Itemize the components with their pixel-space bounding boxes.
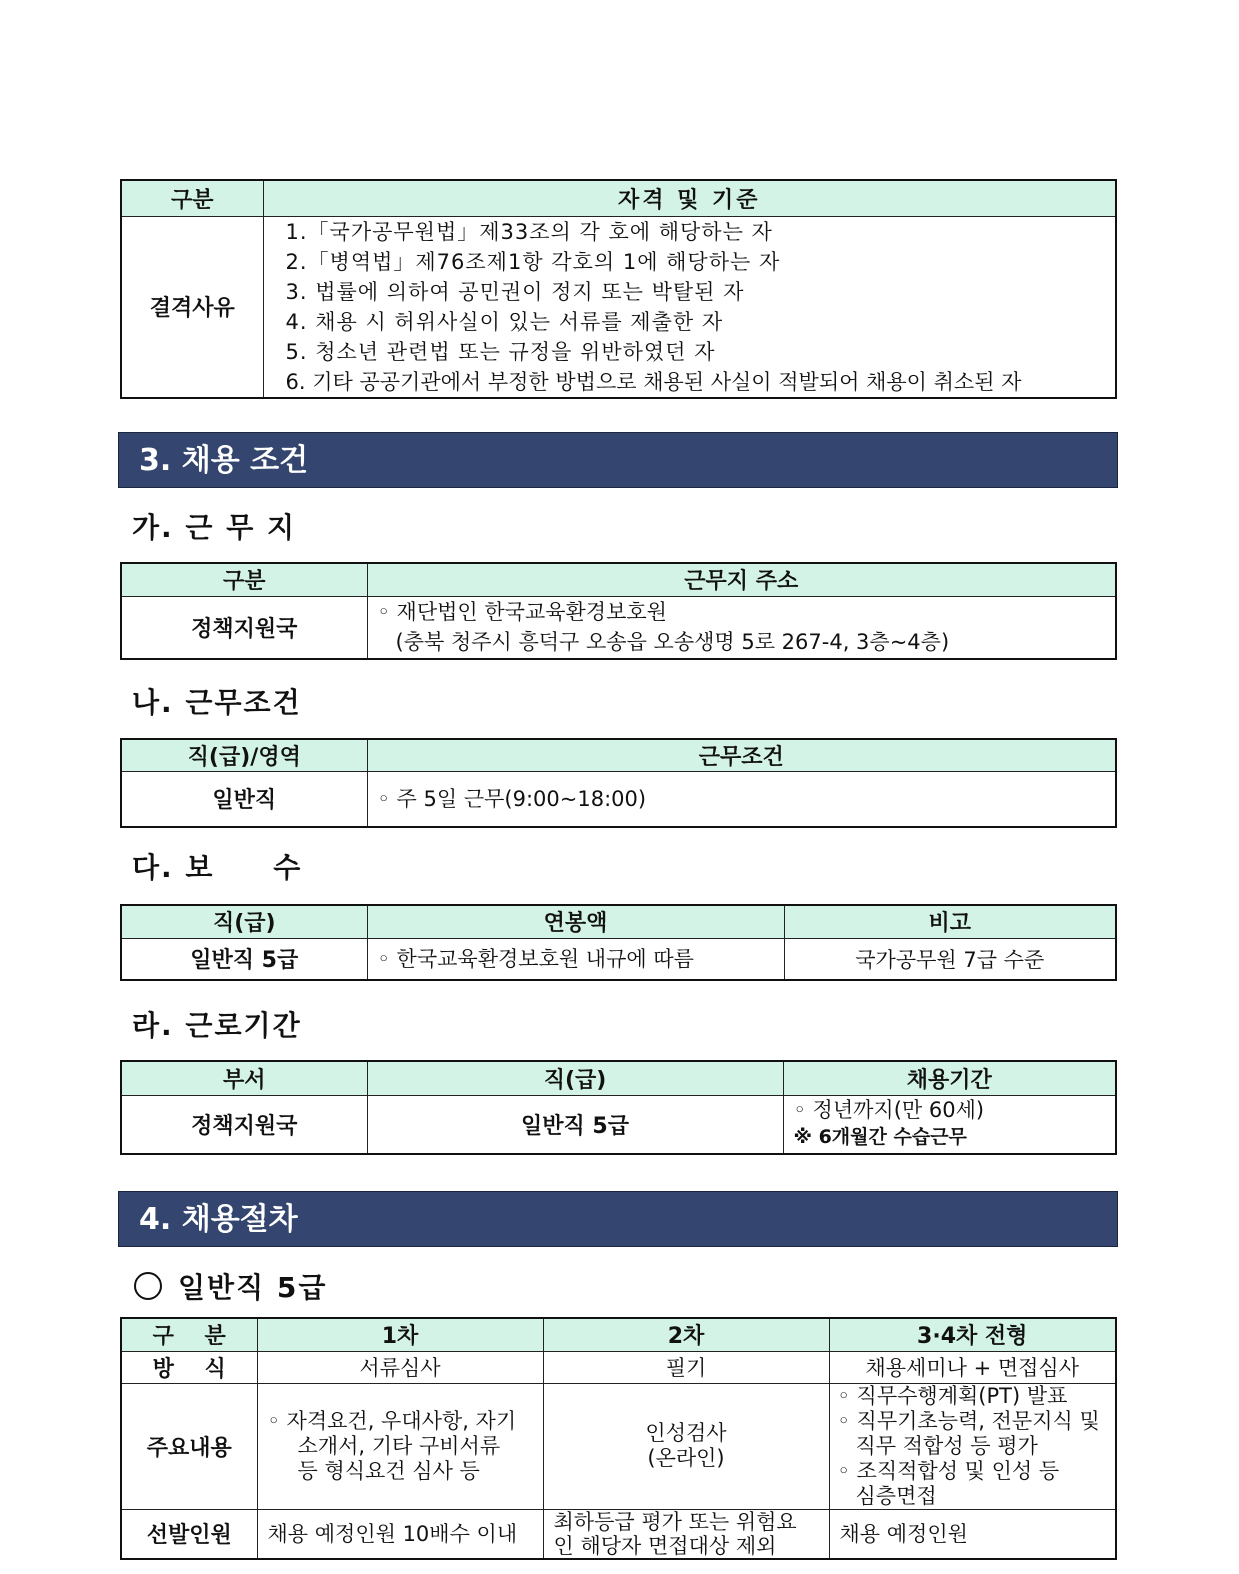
row-label-grade: 일반직 5급 <box>121 938 367 980</box>
probation-note: ※ 6개월간 수습근무 <box>793 1126 967 1149</box>
row-label-content: 주요내용 <box>121 1383 257 1509</box>
col-header-grade: 직(급) <box>121 905 367 938</box>
list-item: 2.「병역법」제76조제1항 각호의 1에 해당하는 자 <box>285 249 781 274</box>
subheading-grade5-label: 일반직 5급 <box>178 1271 328 1304</box>
col-header-period: 채용기간 <box>783 1061 1116 1095</box>
row-label-disqualification: 결격사유 <box>121 216 263 398</box>
workplace-address <box>367 596 1116 659</box>
row-label-method: 방 식 <box>121 1351 257 1383</box>
salary-table <box>120 904 1117 981</box>
section-4-banner: 4. 채용절차 <box>118 1191 1118 1247</box>
address-line-1: ◦ 재단법인 한국교육환경보호원 <box>377 600 667 625</box>
circle-bullet-icon <box>134 1272 162 1300</box>
col-header-category: 구분 <box>121 180 263 216</box>
method-stage-1: 서류심사 <box>257 1351 543 1383</box>
content-line: ◦ 자격요건, 우대사항, 자기 <box>267 1408 517 1433</box>
col-header-grade: 직(급) <box>367 1061 783 1095</box>
selection-stage-1: 채용 예정인원 10배수 이내 <box>257 1509 543 1559</box>
col-header-conditions: 근무조건 <box>367 739 1116 772</box>
content-line: ◦ 조직적합성 및 인성 등 <box>837 1458 1060 1483</box>
address-line-2: (충북 청주시 흥덕구 오송읍 오송생명 5로 267-4, 3층~4층) <box>395 630 950 655</box>
selection-line: 인 해당자 면접대상 제외 <box>553 1533 777 1558</box>
col-header-stage-2: 2차 <box>543 1318 829 1351</box>
period-value <box>783 1095 1116 1154</box>
method-stage-3-4: 채용세미나 + 면접심사 <box>829 1351 1116 1383</box>
procedure-table <box>120 1317 1117 1560</box>
selection-line: 최하등급 평가 또는 위험요 <box>553 1509 797 1534</box>
content-stage-3-4 <box>829 1383 1116 1509</box>
col-header-salary: 연봉액 <box>367 905 784 938</box>
row-label-grade: 일반직 <box>121 772 367 827</box>
subheading-grade5 <box>134 1266 327 1306</box>
content-line: (온라인) <box>647 1446 725 1470</box>
row-label-selection: 선발인원 <box>121 1509 257 1559</box>
col-header-stage-3-4: 3·4차 전형 <box>829 1318 1116 1351</box>
col-header-remarks: 비고 <box>784 905 1116 938</box>
subheading-workplace: 가. 근 무 지 <box>132 511 297 544</box>
workplace-table <box>120 562 1117 660</box>
list-item: 3. 법률에 의하여 공민권이 정지 또는 박탈된 자 <box>285 279 745 304</box>
content-line: ◦ 직무기초능력, 전문지식 및 <box>837 1408 1100 1433</box>
conditions-table <box>120 738 1117 828</box>
work-hours: ◦ 주 5일 근무(9:00~18:00) <box>367 772 1116 827</box>
col-header-category: 구 분 <box>121 1318 257 1351</box>
col-header-dept: 부서 <box>121 1061 367 1095</box>
dept-value: 정책지원국 <box>121 1095 367 1154</box>
list-item: 5. 청소년 관련법 또는 규정을 위반하였던 자 <box>285 339 716 364</box>
grade-value: 일반직 5급 <box>367 1095 783 1154</box>
col-header-grade-area: 직(급)/영역 <box>121 739 367 772</box>
content-line: 인성검사 <box>645 1421 727 1445</box>
content-line: 소개서, 기타 구비서류 <box>297 1433 501 1458</box>
col-header-stage-1: 1차 <box>257 1318 543 1351</box>
content-stage-2 <box>543 1383 829 1509</box>
list-item: 4. 채용 시 허위사실이 있는 서류를 제출한 자 <box>285 309 724 334</box>
subheading-salary: 다. 보 수 <box>132 851 303 884</box>
salary-remarks: 국가공무원 7급 수준 <box>784 938 1116 980</box>
content-line: 등 형식요건 심사 등 <box>297 1458 480 1483</box>
section-3-banner: 3. 채용 조건 <box>118 432 1118 488</box>
list-item: 1.「국가공무원법」제33조의 각 호에 해당하는 자 <box>285 219 773 244</box>
period-text: ◦ 정년까지(만 60세) <box>793 1098 985 1123</box>
selection-stage-2 <box>543 1509 829 1559</box>
col-header-criteria: 자격 및 기준 <box>263 180 1116 216</box>
period-table <box>120 1060 1117 1155</box>
method-stage-2: 필기 <box>543 1351 829 1383</box>
salary-value: ◦ 한국교육환경보호원 내규에 따름 <box>367 938 784 980</box>
subheading-period: 라. 근로기간 <box>132 1009 302 1042</box>
content-line: 심층면접 <box>855 1483 937 1508</box>
row-label-dept: 정책지원국 <box>121 596 367 659</box>
col-header-address: 근무지 주소 <box>367 563 1116 596</box>
col-header-category: 구분 <box>121 563 367 596</box>
content-line: 직무 적합성 등 평가 <box>855 1433 1038 1458</box>
content-stage-1 <box>257 1383 543 1509</box>
disqualification-table <box>120 179 1117 399</box>
list-item: 6. 기타 공공기관에서 부정한 방법으로 채용된 사실이 적발되어 채용이 취소된 자 <box>285 369 1022 394</box>
content-line: ◦ 직무수행계획(PT) 발표 <box>837 1383 1068 1408</box>
subheading-conditions: 나. 근무조건 <box>132 686 302 719</box>
selection-stage-3-4: 채용 예정인원 <box>829 1509 1116 1559</box>
disqualification-list <box>263 216 1116 398</box>
